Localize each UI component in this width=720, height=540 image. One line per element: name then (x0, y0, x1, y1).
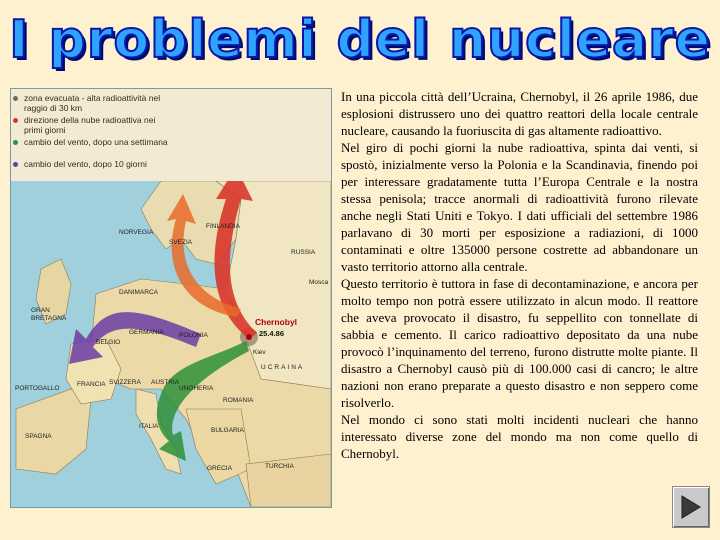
map-label-svezia: SVEZIA (169, 239, 193, 246)
map-label-germania: GERMANIA (129, 329, 164, 336)
legend-label: direzione della nube radioattiva nei primi giorni (24, 115, 156, 135)
map-label-gran-bretagna: GRAN BRETAGNA (31, 307, 67, 322)
map-label-portogallo: PORTOGALLO (15, 385, 60, 392)
next-slide-button[interactable] (672, 486, 710, 528)
map-label-chernobyl-date: 25.4.86 (259, 329, 285, 338)
legend-label: zona evacuata - alta radioattività nel raggio di 30 km (24, 93, 161, 113)
legend-label: cambio del vento, dopo 10 giorni (24, 159, 147, 169)
map-label-belgio: BELGIO (96, 339, 121, 346)
map-label-polonia: POLONIA (179, 332, 208, 339)
map-label-norvegia: NORVEGIA (119, 229, 154, 236)
legend-dot-icon (13, 140, 18, 145)
legend-label: cambio del vento, dopo una settimana (24, 137, 168, 147)
paragraph: Questo territorio è tuttora in fase di decontaminazione, e ancora per molto tempo non potrà essere utilizzato in alcun modo. Il reattore che aveva provocato il disastro, fu seppellito con tonnellate di sabbia e cemento. Il carico radioattivo depositato da una nube provocò l’inquinamento del terreno, furono distrutte molte piante. Il disastro a Chernobyl causò più di 100.000 casi di cancro; le altre nazioni non erano preparate a questo disastro e non seppero come risolverlo. (341, 276, 698, 410)
map-label-austria: AUSTRIA (151, 379, 180, 386)
map-label-mosca: Mosca (309, 279, 329, 286)
map-label-romania: ROMANIA (223, 397, 254, 404)
map-label-svizzera: SVIZZERA (109, 379, 141, 386)
chernobyl-marker (246, 334, 252, 340)
page-title: I problemi del nucleare (9, 10, 711, 70)
legend-item-one-week (13, 137, 174, 147)
legend-item-evacuated (13, 93, 174, 113)
legend-item-first-days (13, 115, 174, 135)
paragraph: Nel mondo ci sono stati molti incidenti nucleari che hanno interessato diverse zone del mondo ma non come quello di Chernobyl. (341, 412, 698, 461)
map-label-bulgaria: BULGARIA (211, 427, 244, 434)
map-label-russia: RUSSIA (291, 249, 316, 256)
map-label-chernobyl: Chernobyl (255, 317, 298, 327)
paragraph: Nel giro di pochi giorni la nube radioattiva, spinta dai venti, si spostò, inizialmente verso la Polonia e la Scandinavia, finendo poi per interessare gradatamente tutta l’Europa Centrale e la nostra stessa penisola; tracce anormali di radioattività furono rilevate anche negli Stati Uniti e Tokyo. I dati ufficiali del settembre 1986 parlavano di 30 morti per esposizione a radiazioni, di 1000 contaminati e oltre 135000 persone costrette ad abbandonare un vasto territorio attorno alla centrale. (341, 140, 698, 274)
legend-dot-icon (13, 118, 18, 123)
map-label-grecia: GRECIA (207, 465, 232, 472)
map-label-ucraina: UCRAINA (261, 364, 305, 371)
map-label-finlandia: FINLANDIA (206, 223, 240, 230)
paragraph: In una piccola città dell’Ucraina, Chernobyl, il 26 aprile 1986, due esplosioni distrussero uno dei quattro reattori della locale centrale nucleare, causando la fuoriuscita di gas altamente radioattivo. (341, 89, 698, 138)
play-triangle-icon (680, 494, 702, 520)
map-label-francia: FRANCIA (77, 381, 106, 388)
map-label-ungheria: UNGHERIA (179, 385, 214, 392)
map-label-kiev: Kiev (253, 349, 266, 356)
map-legend (11, 89, 331, 181)
map-label-spagna: SPAGNA (25, 433, 52, 440)
balkans-land (186, 409, 251, 484)
article-text (341, 88, 698, 462)
map-label-turchia: TURCHIA (265, 463, 294, 470)
legend-dot-icon (13, 96, 18, 101)
map-label-italia: ITALIA (139, 423, 159, 430)
map-label-danimarca: DANIMARCA (119, 289, 159, 296)
legend-dot-icon (13, 162, 18, 167)
legend-item-ten-days (13, 159, 174, 169)
chernobyl-fallout-map (10, 88, 332, 508)
